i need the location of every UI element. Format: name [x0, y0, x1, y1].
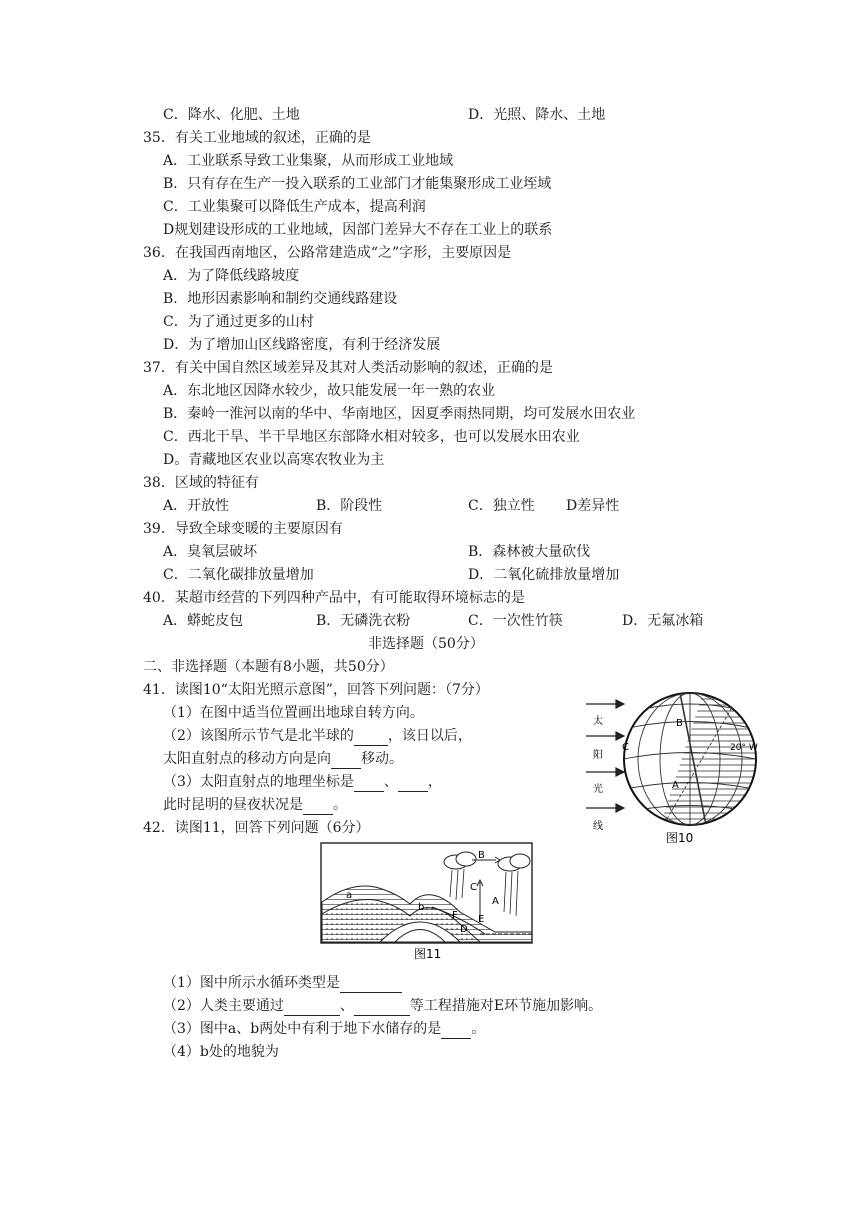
part-2-direction-tail: 移动。	[361, 751, 403, 767]
question-42-stem: 42．读图11，回答下列问题（6分）	[143, 820, 370, 836]
option-c: C．一次性竹筷	[468, 613, 563, 629]
part-2-text: （2）人类主要通过	[163, 998, 284, 1014]
separator: 、	[383, 774, 398, 790]
option-b: B．森林被大量砍伐	[468, 544, 591, 560]
option-d: D．无氟冰箱	[622, 613, 704, 629]
option-d: D差异性	[566, 498, 620, 514]
question-42-part-2	[163, 996, 602, 1016]
question-42-part-3	[163, 1019, 485, 1039]
option-c: C．工业集聚可以降低生产成本，提高利润	[163, 199, 426, 215]
answer-blank[interactable]	[441, 1024, 471, 1039]
label-d: D	[460, 924, 468, 935]
option-a: A．东北地区因降水较少，故只能发展一年一熟的农业	[163, 383, 496, 399]
section-intro: 二、非选择题（本题有8小题，共50分）	[143, 659, 394, 675]
point-c: C	[622, 742, 629, 753]
option-c: C．为了通过更多的山村	[163, 314, 314, 330]
question-41-part-1: （1）在图中适当位置画出地球自转方向。	[163, 705, 424, 721]
sun-label-2: 阳	[593, 750, 603, 761]
option-d: D．为了增加山区线路密度，有利于经济发展	[163, 337, 441, 353]
option-d: D．二氧化硫排放量增加	[468, 567, 620, 583]
separator: 、	[339, 998, 354, 1014]
option-a: A．工业联系导致工业集聚，从而形成工业地域	[163, 153, 454, 169]
part-3-kunming-text: 此时昆明的昼夜状况是	[163, 797, 303, 813]
part-3-text: （3）太阳直射点的地理坐标是	[163, 774, 354, 790]
point-a: A	[672, 780, 679, 791]
label-e: E	[478, 914, 485, 925]
label-f: F	[452, 910, 458, 921]
figure-11	[320, 842, 534, 962]
part-3-tail: 。	[471, 1021, 486, 1037]
option-c: C．独立性	[468, 498, 535, 514]
answer-blank[interactable]	[303, 800, 333, 815]
question-41-part-2	[163, 726, 472, 746]
question-41-part-2-cont	[163, 749, 403, 769]
answer-blank[interactable]	[354, 1001, 410, 1016]
part-2-text-tail: ，该日以后，	[387, 728, 472, 744]
option-a: A．蟒蛇皮包	[163, 613, 244, 629]
question-39-stem: 39．导致全球变暖的主要原因有	[143, 521, 343, 537]
option-c: C．降水、化肥、土地	[163, 107, 300, 123]
sun-label-3: 光	[593, 784, 603, 795]
option-b: B．地形因素影响和制约交通线路建设	[163, 291, 398, 307]
option-b: B．只有存在生产一投入联系的工业部门才能集聚形成工业垤域	[163, 176, 552, 192]
answer-blank[interactable]	[354, 731, 388, 746]
part-3-kunming-tail: 。	[333, 797, 347, 813]
part-2-direction-text: 太阳直射点的移动方向是向	[163, 751, 331, 767]
answer-blank[interactable]	[398, 777, 428, 792]
section-heading: 非选择题（50分）	[368, 636, 484, 652]
longitude-label: 20° W	[730, 743, 758, 753]
figure-caption: 图10	[666, 831, 694, 844]
question-41-part-3	[163, 772, 442, 792]
sun-label-1: 太	[593, 716, 603, 727]
question-36-stem: 36．在我国西南地区，公路常建造成“之”字形，主要原因是	[143, 245, 512, 261]
question-38-stem: 38．区域的特征有	[143, 475, 259, 491]
label-b: b	[418, 902, 425, 913]
part-2-tail: 等工程措施对E环节施加影响。	[409, 998, 603, 1014]
part-2-text: （2）该图所示节气是北半球的	[163, 728, 354, 744]
option-a: A．开放性	[163, 498, 230, 514]
point-b: B	[676, 718, 683, 729]
answer-blank[interactable]	[331, 754, 361, 769]
option-b: B．阶段性	[316, 498, 383, 514]
question-42-part-4: （4）b处的地貌为	[163, 1044, 279, 1060]
option-c: C．二氧化碳排放量增加	[163, 567, 314, 583]
part-1-text: （1）图中所示水循环类型是	[163, 975, 340, 991]
figure-10	[584, 684, 770, 844]
question-41-part-3-cont	[163, 795, 347, 815]
option-a: A．为了降低线路坡度	[163, 268, 300, 284]
option-a: A．臭氧层破坏	[163, 544, 258, 560]
figure-caption: 图11	[414, 947, 442, 961]
question-41-stem: 41．读图10“太阳光照示意图”，回答下列问题：（7分）	[143, 682, 489, 698]
part-3-text: （3）图中a、b两处中有利于地下水储存的是	[163, 1021, 442, 1037]
option-c: C．西北干旱、半干旱地区东部降水相对较多，也可以发展水田农业	[163, 429, 580, 445]
answer-blank[interactable]	[340, 978, 402, 993]
label-upper-b: B	[478, 850, 485, 861]
answer-blank[interactable]	[354, 777, 384, 792]
option-b: B．无磷洗衣粉	[316, 613, 411, 629]
option-d: D规划建设形成的工业地域，因部门差异大不存在工业上的联系	[163, 222, 553, 238]
sun-label-4: 线	[593, 821, 603, 832]
answer-blank[interactable]	[284, 1001, 340, 1016]
question-40-stem: 40．某超市经营的下列四种产品中，有可能取得环境标志的是	[143, 590, 525, 606]
question-42-part-1	[163, 973, 402, 993]
label-a: a	[346, 890, 353, 901]
option-d: D。青藏地区农业以高寒农牧业为主	[163, 452, 385, 468]
option-d: D．光照、降水、土地	[468, 107, 606, 123]
label-upper-a: A	[492, 896, 499, 907]
question-35-stem: 35．有关工业地域的叙述，正确的是	[143, 130, 371, 146]
part-3-end: ，	[427, 774, 442, 790]
question-37-stem: 37．有关中国自然区域差异及其对人类活动影响的叙述，正确的是	[143, 360, 553, 376]
option-b: B．秦岭一淮河以南的华中、华南地区，因夏季雨热同期，均可发展水田农业	[163, 406, 636, 422]
sunlight-arrows	[586, 700, 624, 812]
label-c: C	[470, 882, 477, 893]
